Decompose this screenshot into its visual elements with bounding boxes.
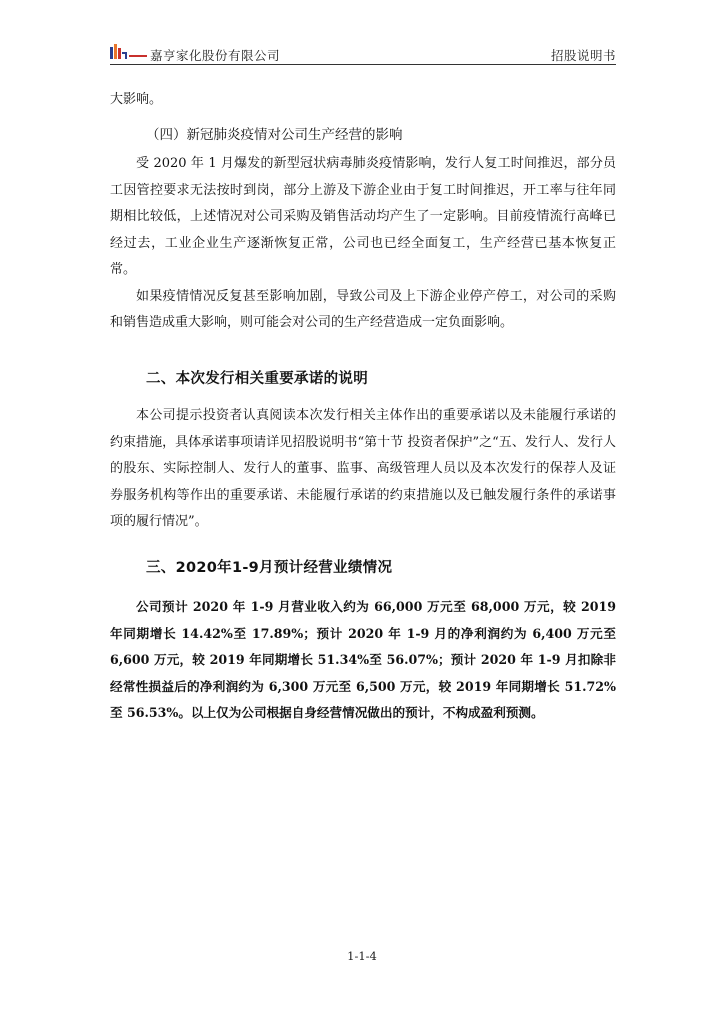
company-logo [110,42,150,60]
epidemic-section [110,151,616,337]
section-3-heading: 三、2020年1-9月预计经营业绩情况 [146,560,393,576]
document-type: 招股说明书 [550,48,616,63]
commitment-section [110,403,616,536]
paragraph-4: 公司预计 2020 年 1-9 月营业收入约为 66,000 万元至 68,000 万元，较 2019 年同期增长 14.42%至 17.89%；预计 2020 年 1-9 月的净利润约为 6,400 万元至 6,600 万元，较 2019 年同期增长 51.34%至 56.07%；预计 2020 年 1-9 月扣除非经常性损益后的净利润约为 6,300 万元至 6,500 万元，较 2019 年同期增长 51.72%至 56.53%。以上仅为公司根据自身经营情况做出的预计，不构成盈利预测。 [110,599,616,720]
section-2-heading: 二、本次发行相关重要承诺的说明 [146,371,368,387]
paragraph-2: 如果疫情情况反复甚至影响加剧，导致公司及上下游企业停产停工，对公司的采购和销售造成重大影响，则可能会对公司的生产经营造成一定负面影响。 [110,288,616,330]
paragraph-1: 受 2020 年 1 月爆发的新型冠状病毒肺炎疫情影响，发行人复工时间推迟，部分员工因管控要求无法按时到岗，部分上游及下游企业由于复工时间推迟，开工率与往年同期相比较低，上述情况对公司采购及销售活动均产生了一定影响。目前疫情流行高峰已经过去，工业企业生产逐渐恢复正常，公司也已经全面复工，生产经营已基本恢复正常。 [110,156,616,277]
sub-heading: （四）新冠肺炎疫情对公司生产经营的影响 [146,127,403,143]
paragraph-0: 大影响。 [110,92,163,107]
forecast-section [110,594,616,727]
paragraph-continuation [110,87,616,114]
paragraph-3: 本公司提示投资者认真阅读本次发行相关主体作出的重要承诺以及未能履行承诺的约束措施，具体承诺事项请详见招股说明书“第十节 投资者保护”之“五、发行人、发行人的股东、实际控制人、发行人的董事、监事、高级管理人员以及本次发行的保荐人及证券服务机构等作出的重要承诺、未能履行承诺的约束措施以及已触发履行条件的承诺事项的履行情况”。 [110,408,616,529]
company-name: 嘉亨家化股份有限公司 [150,48,281,63]
page-number: 1-1-4 [347,949,377,963]
page-header [110,36,616,65]
